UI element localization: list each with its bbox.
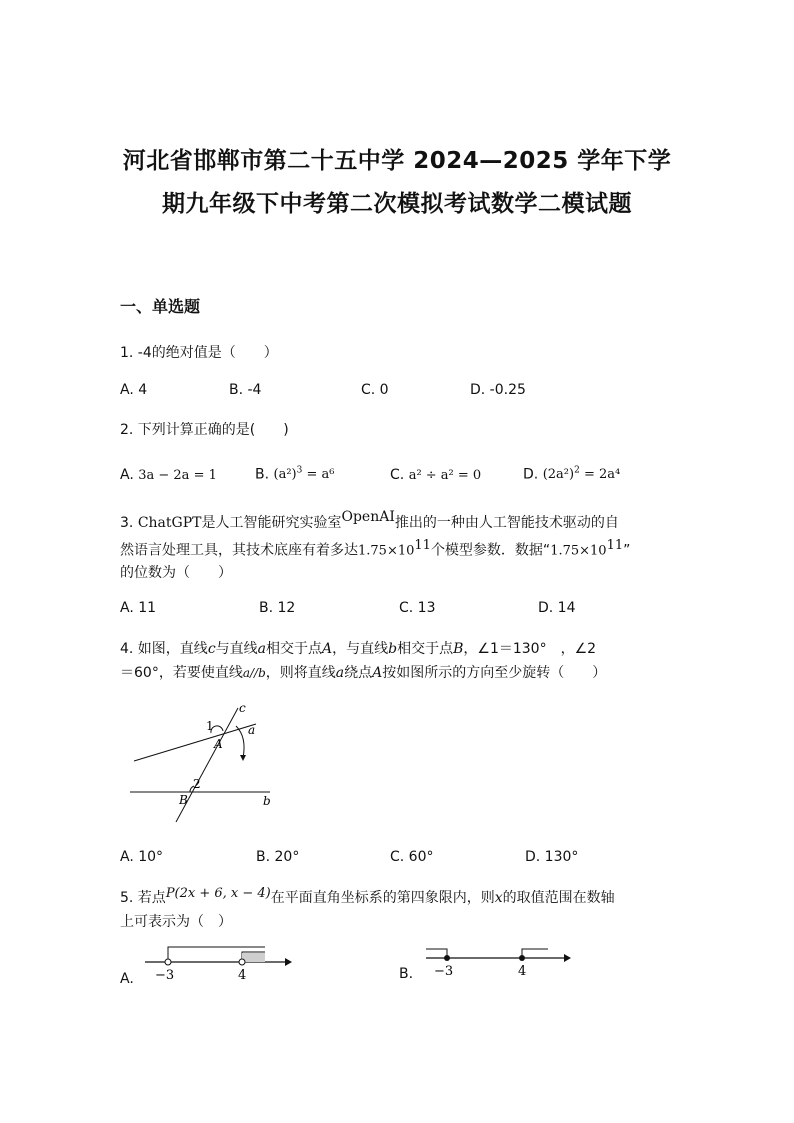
q2-b-rest: = a⁶: [302, 467, 335, 483]
line-a: [134, 724, 256, 761]
q3-number: 3.: [120, 515, 134, 531]
q4-parallel: a//b: [242, 666, 266, 680]
question-3-line-1: [120, 509, 619, 532]
label-A: A: [214, 737, 223, 751]
q4-text-1e: 相交于点: [397, 641, 454, 657]
label-a: a: [248, 723, 256, 737]
question-2-stem: 2. 下列计算正确的是( ): [120, 422, 289, 438]
q4-text-2d: 按如图所示的方向至少旋转（ ）: [382, 665, 607, 681]
q4-var-a: a: [257, 641, 267, 657]
closed-point-right: [519, 955, 525, 961]
q5-option-b-number-line: [416, 940, 576, 984]
q4-point-a: A: [322, 641, 333, 657]
q5-point: P(2x + 6, x − 4): [165, 886, 271, 901]
q4-var-a-2: a: [335, 665, 345, 681]
q2-option-a-expr: 3a − 2a = 1: [138, 468, 217, 483]
q3-option-a: A. 11: [120, 600, 157, 616]
q1-option-c: C. 0: [361, 382, 389, 398]
tick-4: 4: [238, 968, 247, 983]
ray-left: [426, 949, 447, 958]
q4-text-2a: ＝60°，若要使直线: [120, 665, 243, 681]
q2-d-exp: 2: [574, 466, 580, 476]
q2-option-c: [390, 467, 481, 483]
q2-option-b: [255, 466, 334, 482]
q4-text-1b: 与直线: [215, 641, 258, 657]
q4-point-a-2: A: [372, 665, 383, 681]
q4-text-1f: ，∠1＝130° ，∠2: [463, 641, 597, 657]
q2-d-rest: = 2a⁴: [579, 467, 621, 483]
label-B: B: [179, 793, 188, 807]
open-point-left: [165, 959, 171, 965]
q3-text-5: ”: [623, 542, 631, 559]
q2-option-d-expr: [543, 467, 621, 482]
q3-exp-1: 11: [414, 538, 431, 553]
tick-4: 4: [518, 964, 527, 979]
section-heading: 一、单选题: [120, 297, 201, 316]
question-5-line-2: 上可表示为（ ）: [120, 914, 232, 930]
open-point-right: [239, 959, 245, 965]
question-3-line-2: [120, 538, 630, 560]
title-line-1: 河北省邯郸市第二十五中学 2024—2025 学年下学: [122, 148, 672, 174]
q4-text-1d: ，与直线: [332, 641, 389, 657]
tick-minus-3: −3: [155, 968, 175, 983]
q5-option-b-label: B.: [399, 966, 414, 982]
rotation-arrow: [236, 726, 244, 758]
q2-option-d: [523, 466, 620, 482]
q2-option-a-label: A.: [120, 467, 134, 483]
q5-text-2: 在平面直角坐标系的第四象限内，则: [270, 890, 495, 906]
q4-text-2c: 绕点: [344, 665, 373, 681]
q4-text-2b: ，则将直线: [265, 665, 336, 681]
label-1: 1: [206, 719, 214, 733]
q5-text-3: 的取值范围在数轴: [502, 890, 615, 906]
question-5-line-1: [120, 887, 615, 907]
q1-option-a: A. 4: [120, 382, 148, 398]
q3-exp-2: 11: [606, 538, 624, 553]
q4-option-b: B. 20°: [256, 849, 300, 865]
q3-option-b: B. 12: [259, 600, 296, 616]
tick-minus-3: −3: [434, 964, 454, 979]
q4-text-1c: 相交于点: [266, 641, 323, 657]
q3-sci-1: 1.75×10: [358, 543, 415, 559]
q2-option-b-expr: [274, 467, 335, 482]
q2-d-base: (2a²): [542, 467, 575, 483]
q3-text-1: 是人工智能研究实验室: [201, 515, 342, 531]
axis-arrow-icon: [564, 954, 571, 962]
q4-var-b: b: [388, 641, 398, 657]
question-4-line-1: [120, 638, 596, 658]
q2-option-b-label: B.: [255, 466, 270, 483]
q5-text-1: 5. 若点: [120, 890, 166, 906]
q4-option-d: D. 130°: [525, 849, 579, 865]
title-line-2: 期九年级下中考第二次模拟考试数学二模试题: [162, 191, 632, 217]
q3-text-4: 个模型参数．数据“: [430, 542, 551, 559]
shaded-region: [242, 953, 265, 962]
q2-option-a: [120, 467, 217, 483]
q4-option-c: C. 60°: [390, 849, 434, 865]
q5-option-a-label: A.: [120, 971, 134, 987]
q1-option-b: B. -4: [229, 382, 262, 398]
q3-sci-2: 1.75×10: [550, 543, 607, 559]
q2-option-d-label: D.: [523, 466, 539, 483]
question-1-stem: 1. -4的绝对值是（ ）: [120, 345, 278, 361]
q3-openai: OpenAI: [341, 509, 395, 525]
q3-option-d: D. 14: [538, 600, 576, 616]
q2-option-c-label: C.: [390, 467, 405, 483]
label-b: b: [263, 794, 271, 808]
q2-option-c-expr: a² ÷ a² = 0: [408, 468, 482, 483]
question-3-line-3: 的位数为（ ）: [120, 565, 232, 581]
q3-text-2: 推出的一种由人工智能技术驱动的自: [394, 515, 619, 531]
closed-point-left: [444, 955, 450, 961]
q4-point-b: B: [453, 641, 464, 657]
q4-text-1a: 4. 如图，直线: [120, 641, 208, 657]
q3-option-c: C. 13: [399, 600, 436, 616]
q3-text-3: 然语言处理工具，其技术底座有着多达: [120, 542, 358, 559]
label-c: c: [239, 701, 246, 715]
q4-var-c: c: [207, 641, 216, 657]
q4-option-a: A. 10°: [120, 849, 164, 865]
q1-option-d: D. -0.25: [470, 382, 526, 398]
q4-figure: [120, 700, 290, 830]
q5-var-x: x: [494, 890, 503, 906]
ray-right: [522, 949, 548, 958]
q2-b-exp: 3: [296, 466, 303, 476]
q2-b-base: (a²): [273, 467, 297, 483]
axis-arrow-icon: [285, 958, 292, 966]
q3-chatgpt: ChatGPT: [137, 515, 202, 531]
q5-option-a-number-line: [135, 940, 295, 984]
arrow-head-icon: [240, 755, 246, 761]
question-4-line-2: [120, 662, 606, 682]
label-2: 2: [193, 777, 201, 791]
